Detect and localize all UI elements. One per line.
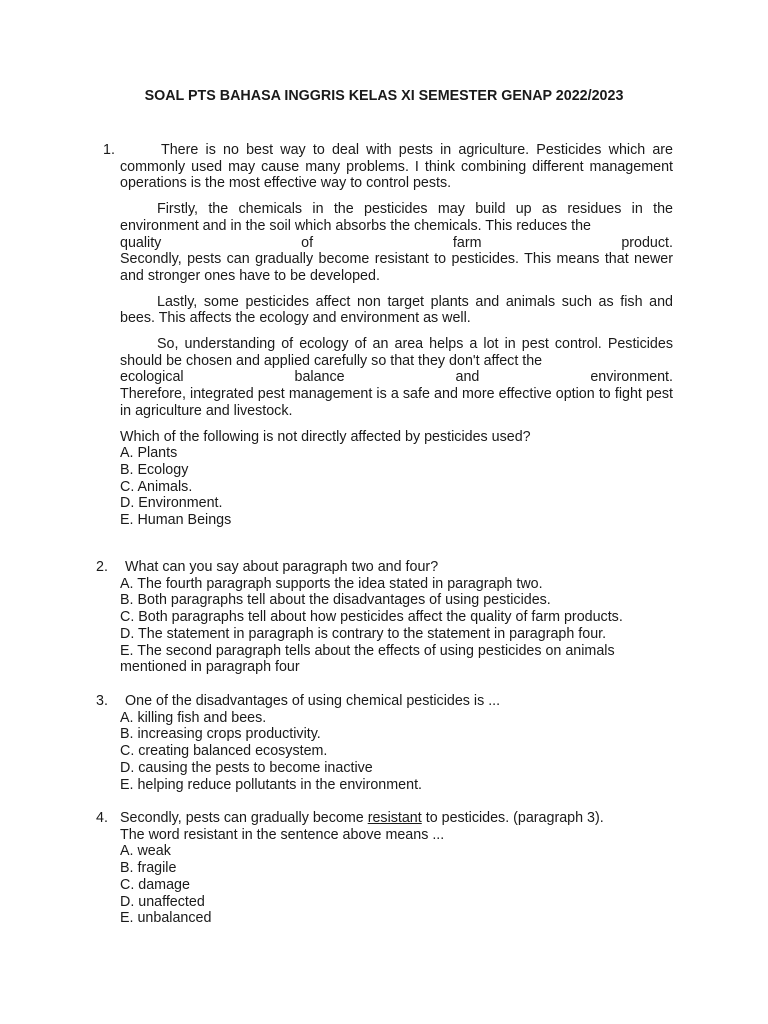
answer-option[interactable]: D. Environment. — [120, 495, 223, 512]
underlined-word: resistant — [367, 810, 422, 826]
answer-option[interactable]: B. increasing crops productivity. — [120, 726, 321, 743]
question-1-passage — [120, 142, 673, 529]
answer-option[interactable]: E. unbalanced — [120, 910, 212, 927]
spread-word: of — [301, 234, 314, 251]
question-3 — [120, 693, 673, 793]
answer-option[interactable]: D. causing the pests to become inactive — [120, 759, 373, 776]
spread-word: quality — [120, 234, 162, 251]
question-2-text: What can you say about paragraph two and four? — [125, 559, 439, 575]
spread-word: and — [455, 369, 480, 386]
passage-paragraph-4-continued: Therefore, integrated pest management is a safe and more effective option to fight pest in agriculture and livestock. — [120, 386, 673, 419]
question-4-number: 4. — [96, 810, 108, 826]
spread-word: balance — [294, 369, 345, 386]
spread-word: ecological — [120, 369, 184, 386]
passage-paragraph-2: Firstly, the chemicals in the pesticides may build up as residues in the environment and in the soil which absorbs the chemicals. This reduces the — [120, 201, 673, 234]
question-4-prompt: The word resistant in the sentence above means ... — [120, 826, 445, 843]
question-2 — [120, 559, 673, 676]
passage-paragraph-1: There is no best way to deal with pests in agriculture. Pesticides which are commonly used may cause many problems. I think combining different management operations is the most effective way to control pests. — [120, 142, 673, 192]
question-3-text: One of the disadvantages of using chemical pesticides is ... — [125, 693, 501, 709]
spread-word: environment. — [590, 369, 673, 386]
question-2-number: 2. — [96, 559, 108, 575]
answer-option[interactable]: C. creating balanced ecosystem. — [120, 743, 328, 760]
answer-option[interactable]: A. killing fish and bees. — [120, 709, 267, 726]
question-4-text — [120, 810, 673, 827]
answer-option[interactable]: B. fragile — [120, 860, 177, 877]
question-3-number: 3. — [96, 693, 108, 709]
passage-paragraph-4: So, understanding of ecology of an area helps a lot in pest control. Pesticides should be chosen and applied carefully so that they don't affect the — [120, 336, 673, 369]
passage-paragraph-2-spread-line — [120, 235, 673, 252]
answer-option[interactable]: D. unaffected — [120, 893, 205, 910]
passage-paragraph-2-continued: Secondly, pests can gradually become resistant to pesticides. This means that newer and stronger ones have to be developed. — [120, 251, 673, 284]
answer-option[interactable]: A. The fourth paragraph supports the idea stated in paragraph two. — [120, 575, 543, 592]
answer-option[interactable]: B. Both paragraphs tell about the disadvantages of using pesticides. — [120, 592, 551, 609]
answer-option[interactable]: C. Both paragraphs tell about how pesticides affect the quality of farm products. — [120, 609, 623, 626]
answer-option[interactable]: A. Plants — [120, 445, 178, 462]
answer-option[interactable]: D. The statement in paragraph is contrary to the statement in paragraph four. — [120, 625, 607, 642]
answer-option[interactable]: B. Ecology — [120, 461, 189, 478]
question-4-text-start: Secondly, pests can gradually become — [120, 810, 368, 826]
question-1-number: 1. — [103, 142, 115, 158]
answer-option[interactable]: C. Animals. — [120, 478, 193, 495]
question-1-text: Which of the following is not directly affected by pesticides used? — [120, 428, 531, 445]
spread-word: product. — [621, 234, 673, 251]
spread-word: farm — [452, 234, 482, 251]
answer-option[interactable]: A. weak — [120, 843, 171, 860]
answer-option[interactable]: C. damage — [120, 876, 190, 893]
question-4 — [120, 810, 673, 927]
passage-paragraph-3: Lastly, some pesticides affect non target plants and animals such as fish and bees. This affects the ecology and environment as well. — [120, 293, 673, 327]
page-title: SOAL PTS BAHASA INGGRIS KELAS XI SEMESTER GENAP 2022/2023 — [144, 88, 624, 104]
answer-option[interactable]: E. Human Beings — [120, 512, 232, 529]
answer-option[interactable]: E. helping reduce pollutants in the environment. — [120, 776, 423, 793]
passage-paragraph-4-spread-line — [120, 369, 673, 386]
answer-option[interactable]: E. The second paragraph tells about the effects of using pesticides on animals mentioned in paragraph four — [120, 642, 615, 676]
question-4-text-end: to pesticides. (paragraph 3). — [421, 810, 604, 826]
